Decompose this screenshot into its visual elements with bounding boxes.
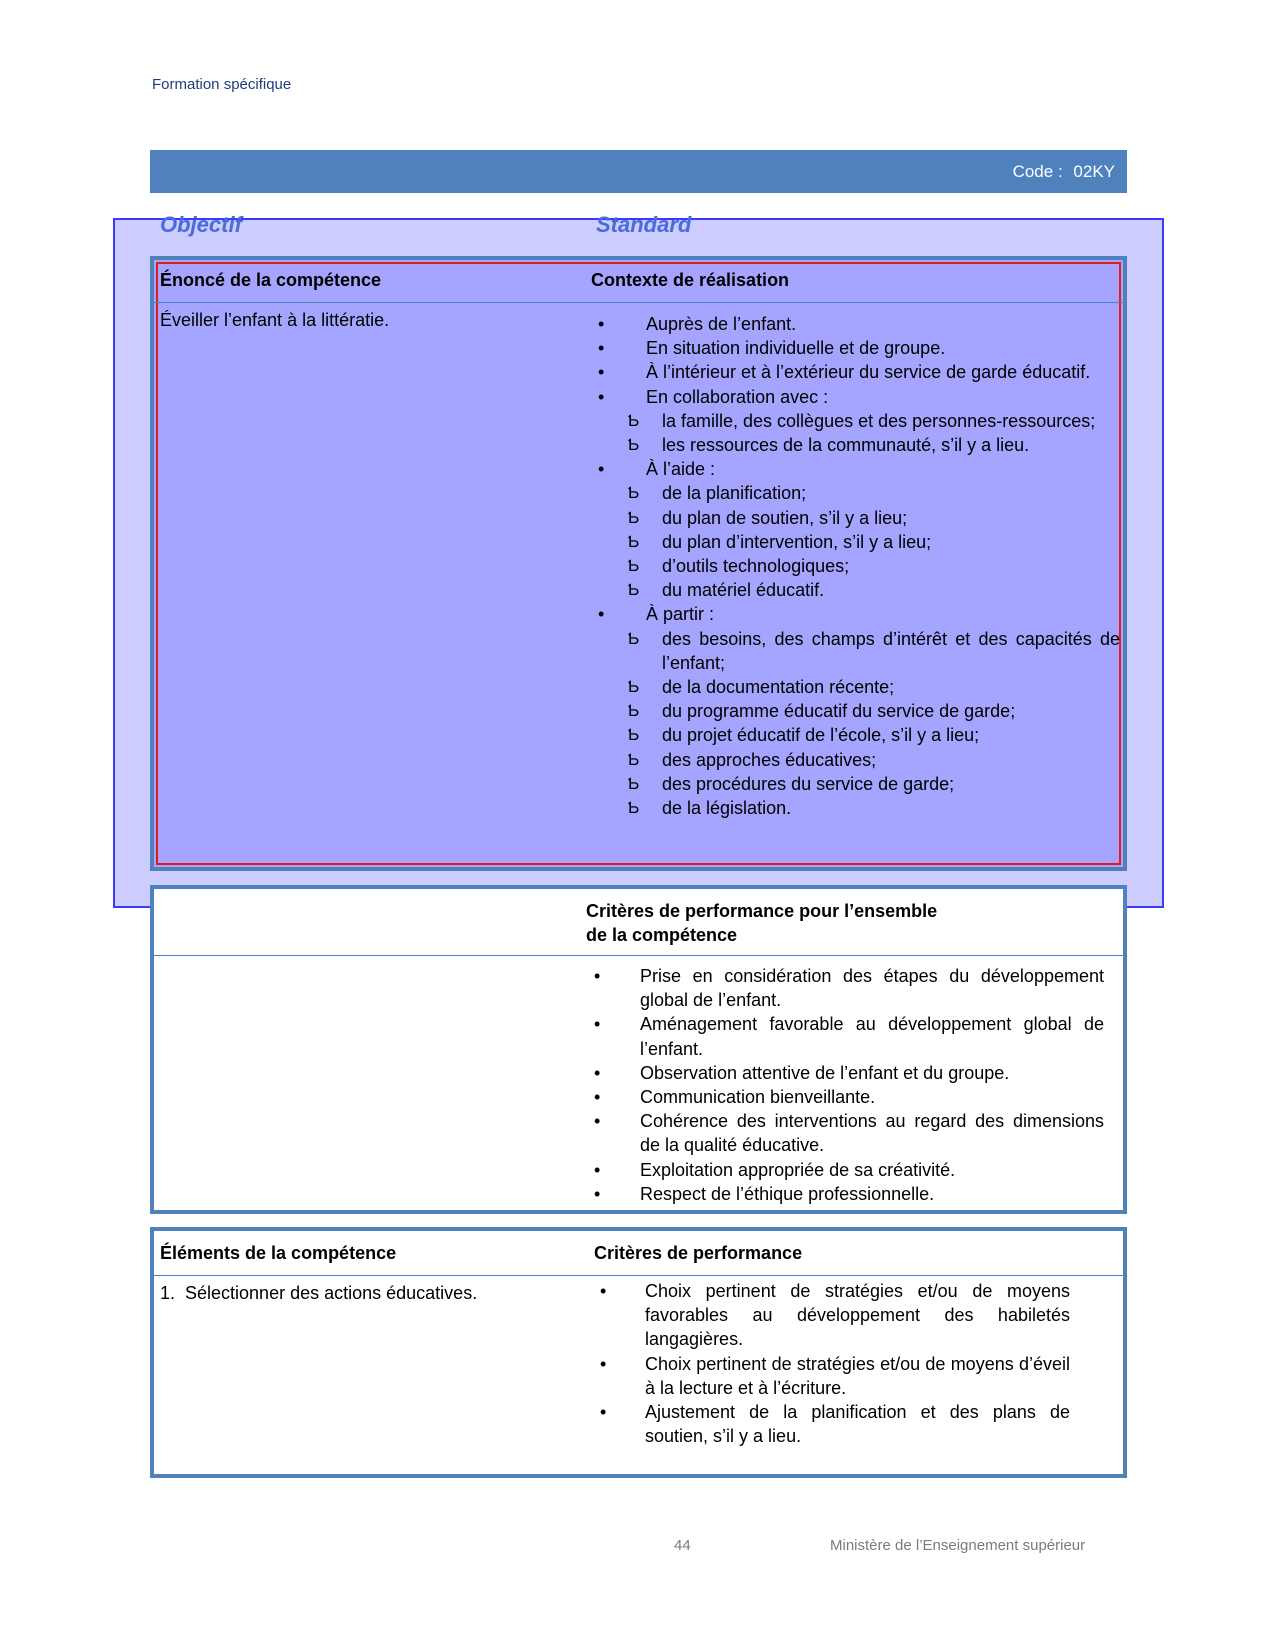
list-item-text: du plan de soutien, s’il y a lieu; [662,507,908,528]
list-item-text: Auprès de l’enfant. [646,314,797,334]
objective-label: Objectif [160,212,242,237]
bullet-icon: • [600,1353,607,1374]
list-item-text: de la documentation récente; [662,677,895,698]
list-item [598,602,1120,626]
statement-header: Énoncé de la compétence [160,270,382,290]
table-header-row [154,260,1123,303]
overall-criteria-header [586,899,937,947]
list-item-text: Prise en considération des étapes du développement global de l’enfant. [640,966,1104,1011]
sub-bullet-icon: Ƅ [628,531,640,551]
bullet-icon: • [598,459,605,480]
sub-bullet-icon: Ƅ [628,749,640,769]
code-bar [150,150,1127,193]
criteria-header: Critères de performance [594,1243,803,1263]
list-item [598,336,1120,360]
competency-statement: Éveiller l’enfant à la littératie. [160,310,390,330]
list-item [598,578,1120,602]
list-item [598,481,1120,505]
context-header: Contexte de réalisation [591,270,790,290]
list-item-text: les ressources de la communauté, s’il y a lieu. [662,435,1030,456]
sub-bullet-icon: Ƅ [628,435,640,455]
list-item [598,360,1120,384]
list-item [594,1182,1104,1206]
list-item-text: Choix pertinent de stratégies et/ou de moyens d’éveil à la lecture et à l’écriture. [645,1353,1070,1398]
list-item [598,506,1120,530]
header-line-2: de la compétence [586,925,738,945]
sub-bullet-icon: Ƅ [628,773,640,793]
table-header-row [154,1231,1123,1276]
elements-header: Éléments de la compétence [160,1243,397,1263]
list-item [598,433,1120,457]
bullet-icon: • [600,1402,607,1423]
list-item [598,627,1120,675]
sub-bullet-icon: Ƅ [628,483,640,503]
list-item [598,675,1120,699]
list-item-text: En collaboration avec : [646,386,829,407]
sub-bullet-icon: Ƅ [628,677,640,697]
list-item-text: À l’aide : [646,459,716,480]
bullet-icon: • [594,1111,601,1132]
bullet-icon: • [594,1062,601,1083]
list-item [594,1061,1104,1085]
list-item-text: la famille, des collègues et des personnes-ressources; [662,410,1096,431]
code-value: 02KY [1073,162,1115,181]
list-item [598,796,1120,820]
list-item [598,699,1120,723]
list-item [598,723,1120,747]
list-item [600,1400,1070,1448]
list-item [598,554,1120,578]
list-item-text: du matériel éducatif. [662,580,825,601]
list-item [594,1158,1104,1182]
element-item: 1. Sélectionner des actions éducatives. [160,1283,478,1303]
sub-bullet-icon: Ƅ [628,556,640,576]
overall-criteria-list [594,964,1104,1206]
bullet-icon: • [594,1183,601,1204]
list-item-text: des besoins, des champs d’intérêt et des capacités de l’enfant; [662,628,1120,673]
list-item [600,1279,1070,1352]
bullet-icon: • [594,1014,601,1035]
list-item [598,748,1120,772]
list-item-text: des approches éducatives; [662,749,877,770]
competency-table [150,256,1127,871]
table-header-row [154,889,1123,956]
ministry-footer: Ministère de l’Enseignement supérieur [830,1537,1086,1554]
list-item-text: du plan d’intervention, s’il y a lieu; [662,531,932,552]
page-number: 44 [674,1537,691,1554]
list-item [598,457,1120,481]
list-item-text: Communication bienveillante. [640,1087,876,1108]
list-item-text: À l’intérieur et à l’extérieur du service de garde éducatif. [646,362,1091,383]
competency-code [1007,162,1115,182]
list-item-text: des procédures du service de garde; [662,773,955,794]
bullet-icon: • [600,1281,607,1301]
bullet-icon: • [594,966,601,986]
header-line-1: Critères de performance pour l’ensemble [586,901,938,921]
list-item-text: À partir : [646,604,715,625]
list-item-text: Observation attentive de l’enfant et du groupe. [640,1062,1010,1083]
list-item [598,772,1120,796]
criteria-list [600,1279,1070,1448]
sub-bullet-icon: Ƅ [628,507,640,527]
sub-bullet-icon: Ƅ [628,410,640,430]
list-item-text: Cohérence des interventions au regard des dimensions de la qualité éducative. [640,1111,1104,1156]
context-list [598,312,1120,820]
list-item [600,1352,1070,1400]
overall-criteria-table [150,885,1127,1214]
list-item [594,964,1104,1012]
list-item-text: de la planification; [662,483,807,504]
list-item-text: du programme éducatif du service de garde; [662,701,1016,722]
bullet-icon: • [598,338,605,359]
list-item-text: Choix pertinent de stratégies et/ou de moyens favorables au développement des habiletés langagières. [645,1281,1070,1350]
list-item-text: Respect de l’éthique professionnelle. [640,1183,935,1204]
elements-table [150,1227,1127,1478]
standard-label: Standard [596,212,692,237]
bullet-icon: • [598,362,605,383]
list-item [598,385,1120,409]
list-item-text: Ajustement de la planification et des plans de soutien, s’il y a lieu. [645,1402,1070,1447]
sub-bullet-icon: Ƅ [628,580,640,600]
list-item-text: En situation individuelle et de groupe. [646,338,946,359]
list-item-text: Aménagement favorable au développement global de l’enfant. [640,1014,1104,1059]
list-item [598,530,1120,554]
sub-bullet-icon: Ƅ [628,725,640,745]
sub-bullet-icon: Ƅ [628,798,640,818]
list-item [594,1012,1104,1060]
list-item-text: d’outils technologiques; [662,556,850,577]
list-item [598,312,1120,336]
list-item [594,1085,1104,1109]
code-label: Code : [1012,162,1063,181]
bullet-icon: • [594,1087,601,1108]
list-item-text: de la législation. [662,798,792,819]
bullet-icon: • [598,604,605,625]
sub-bullet-icon: Ƅ [628,628,640,648]
bullet-icon: • [598,314,605,334]
list-item-text: du projet éducatif de l’école, s’il y a lieu; [662,725,980,746]
section-header: Formation spécifique [152,76,292,93]
sub-bullet-icon: Ƅ [628,701,640,721]
list-item-text: Exploitation appropriée de sa créativité. [640,1159,956,1180]
bullet-icon: • [598,386,605,407]
bullet-icon: • [594,1159,601,1180]
list-item [594,1109,1104,1157]
list-item [598,409,1120,433]
